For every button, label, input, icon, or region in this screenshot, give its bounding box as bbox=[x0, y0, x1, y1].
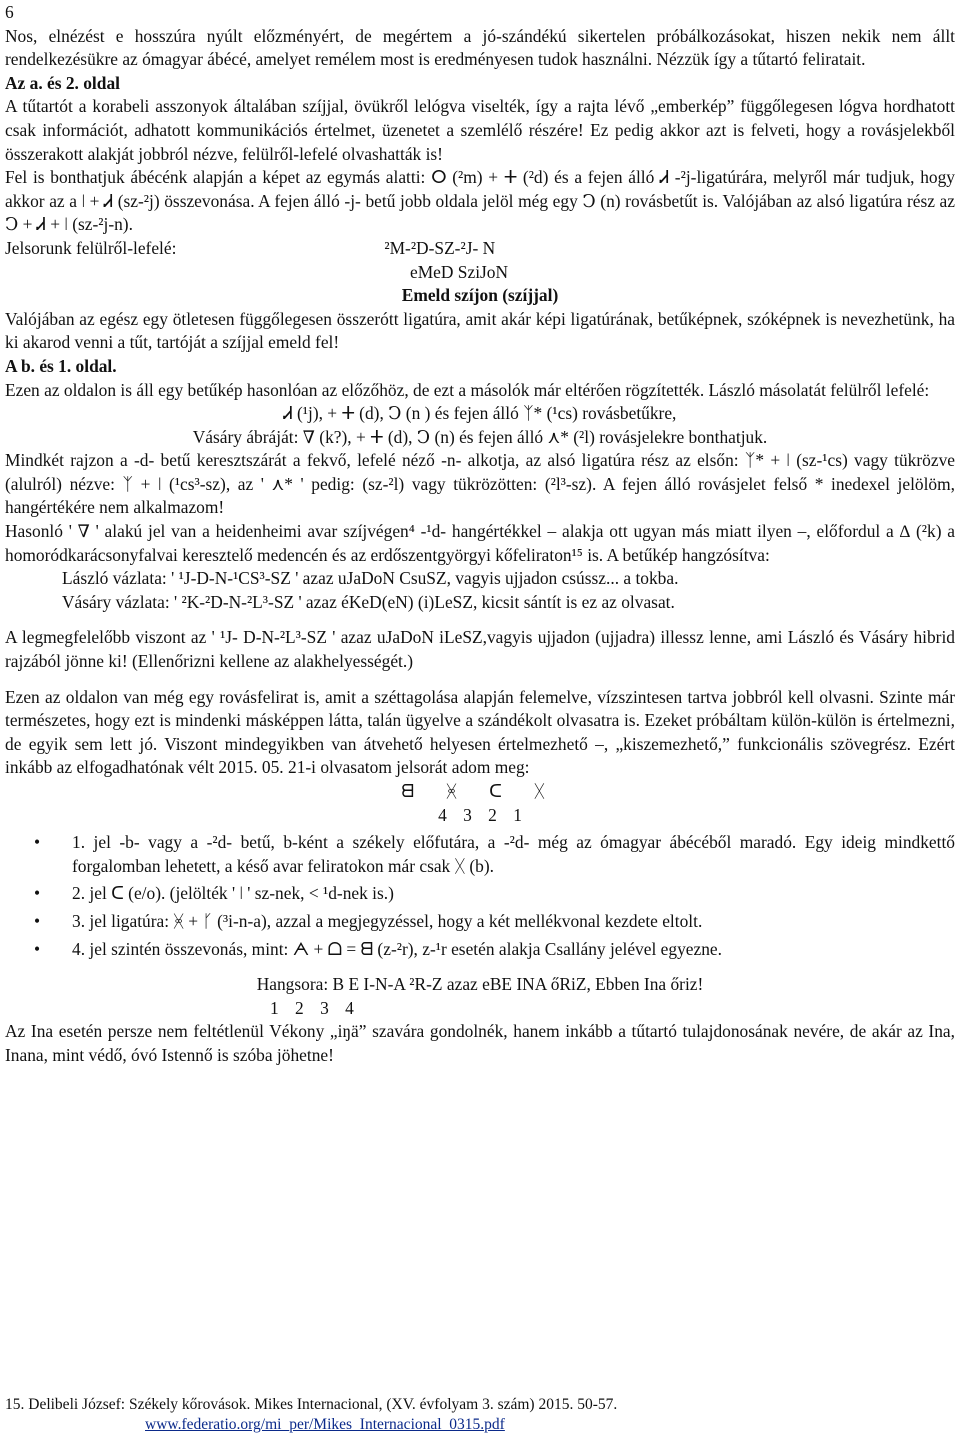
jelsor-value: ²M-²D-SZ-²J- N bbox=[384, 237, 496, 258]
heading-side-1 bbox=[5, 355, 955, 379]
paragraph-ina: Az Ina esetén persze nem feltétlenül Vékony „iŋä” szavára gondolnék, hanem inkább a tűtartó tulajdonosának nevére, de akár az Ina, Inana, mint védő, óvó Istennő is szóba jöhetne! bbox=[5, 1021, 955, 1065]
bullet-item-2: • 2. jel ᑕ (e/o). (jelölték ' ǀ ' sz-nek, < ¹d-nek is.) bbox=[5, 882, 955, 906]
footnote bbox=[5, 1395, 617, 1435]
paragraph-legmegfelelobb: A legmegfelelőbb viszont az ' ¹J- D-N-²L³-SZ ' azaz uJaDoN iLeSZ,vagyis ujjadon (ujjadra) illessz lenne, ami László és Vásáry hibrid rajzából jönne ki! (Ellenőrizni kellene az alakhelyességét.) bbox=[5, 627, 955, 672]
paragraph-hasonlo: Hasonló ' ∇ ' alakú jel van a heidenheimi avar szíjvégen⁴ -¹d- hangértékkel – alakja ott ugyan más miatt ilyen –, előfordul a ∆ (²k) a homoródkarácsonyfalvai keresztelő medencén és az erdőszentgyörgyi kőfeliraton¹⁵ is. A betűkép hangzósítva: bbox=[5, 521, 955, 565]
vasary-vazlat: Vásáry vázlata: ' ²K-²D-N-²L³-SZ ' azaz éKeD(eN) (i)LeSZ, kicsit sántít is ez az olvasat. bbox=[62, 591, 675, 612]
paragraph-mindket: Mindkét rajzon a -d- betű keresztszárát a fekvő, lefelé néző -n- alkotja, az alsó ligatúra rész az elsőn: ᛉ* + ǀ (sz-¹cs) vagy tükrözve (alulról) nézve: ᛉ + ǀ (¹cs³-sz), az ' ⋏* ' pedig: (sz-²l) vagy tükrözötten: (²l³-sz). A fejen álló rovásjelet felső * inedexel jelölöm, hangértékére nem alkalmazom! bbox=[5, 450, 955, 518]
page-number: 6 bbox=[5, 2, 14, 22]
vasary-line: Vásáry ábráját: ∇ (k?), + ⵜ (d), Ↄ (n) és fejen álló ⋏* (²l) rovásjelekre bonthatjuk. bbox=[192, 426, 768, 447]
paragraph-bonthatjuk: Fel is bonthatjuk ábécénk alapján a képet az egymás alatti: ⵔ (²m) + ⵜ (²d) és a fejen álló Ꮧ -²j-ligatúrára, melyről már tudjuk, hogy akkor az a ǀ + Ꮧ (sz-²j) összevonása. A fejen álló -j- betű jobb oldala jelöl még egy Ↄ (n) rovásbetűt is. Valójában az alsó ligatúra rész az Ↄ + Ꮧ + ǀ (sz-²j-n). bbox=[5, 167, 955, 235]
bullet-item-1: • 1. jel -b- vagy a -²d- betű, b-ként a székely előfutára, a -²d- még az ómagyar ábécéből maradó. Egy ideig mindkettő forgalomban lehetett, a késő avar feliratokon már csak ᚷ (b). bbox=[5, 831, 955, 878]
heading-side-2-text: Az a. és 2. oldal bbox=[5, 72, 120, 93]
hangsora-line: Hangsora: B E I-N-A ²R-Z azaz eBE INA őRiZ, Ebben Ina őriz! bbox=[256, 974, 704, 995]
jelsor-read-row: eMeD SziJoN bbox=[410, 261, 509, 282]
rune-sequence: ᗺ ᚸ ᑕ ᚷ bbox=[401, 781, 559, 801]
emeld-text: Emeld szíjon (szíjjal) bbox=[401, 285, 559, 306]
footnote-link[interactable]: www.federatio.org/mi_per/Mikes_Internacional_0315.pdf bbox=[145, 1416, 505, 1433]
hangsora-numbers: 1 2 3 4 bbox=[270, 997, 354, 1018]
paragraph-intro: Nos, elnézést e hosszúra nyúlt előzményért, de megértem a jó-szándékú sikertelen próbálkozásokat, hiszen nekik nem állt rendelkezésükre az ómagyar ábécé, amelyet remélem most is eredményesen tudok használni. Nézzük így a tűtartó feliratait. bbox=[5, 25, 955, 70]
footnote-text: 15. Delibeli József: Székely kőrovások. Mikes Internacional, (XV. évfolyam 3. szám) 2015. 50-57. bbox=[5, 1396, 618, 1413]
bullet-item-4: • 4. jel szintén összevonás, mint: ᗅ + ᗝ = ᗺ (z-²r), z-¹r esetén alakja Csallány jelével egyezne. bbox=[5, 938, 955, 962]
paragraph-ezen: Ezen az oldalon van még egy rovásfelirat is, amit a széttagolása alapján felemelve, vízszintesen tartva jobbról kell olvasni. Szinte már természetes, hogy ezt is mindenki másképpen látta, talán ügyelve a szándékolt olvasatra is. Ezeket próbáltam külön-külön is értelmezni, de egyik sem lett jó. Viszont mindegyikben van átvehető helyesen értelmezhető –, „kiszemezhető,” funkcionális szövegrész. Ezért inkább az elfogadhatónak vélt 2015. 05. 21-i olvasatom jelsorát adom meg: bbox=[5, 686, 955, 778]
jelsor-row bbox=[5, 237, 955, 261]
emeld-line bbox=[5, 284, 955, 308]
heading-side-2 bbox=[5, 72, 955, 96]
jelsor-label: Jelsorunk felülről-lefelé: bbox=[5, 237, 177, 258]
heading-side-1-text: A b. és 1. oldal. bbox=[5, 355, 117, 376]
paragraph-side-1: Ezen az oldalon is áll egy betűkép hasonlóan az előzőhöz, de ezt a másolók már eltérően rögzítették. László másolatát felülről lefelé: bbox=[5, 379, 930, 400]
laszlo-vazlat: László vázlata: ' ¹J-D-N-¹CS³-SZ ' azaz uJaDoN CsuSZ, vagyis ujjadon csússz... a tokba. bbox=[62, 568, 679, 589]
document-page bbox=[5, 0, 955, 1068]
rune-numbers: 4 3 2 1 bbox=[438, 804, 522, 825]
paragraph-side-2: A tűtartót a korabeli asszonyok általában szíjjal, övükről lelógva viselték, így a rajta lévő „emberkép” függőlegesen lógva hordhatott csak információt, adhatott kommunikációs értelmet, üzenetet a szemlélő részére! Ez pedig akkor azt is felveti, hogy a rovásjelekből összerakott alakját jobbról nézve, felülről-lefelé olvashatták is! bbox=[5, 96, 955, 164]
bullet-list bbox=[5, 831, 955, 961]
laszlo-line: Ꮧ (¹j), + ⵜ (d), Ↄ (n ) és fejen álló ᛉ* (¹cs) rovásbetűkre, bbox=[283, 403, 677, 424]
paragraph-valojaban: Valójában az egész egy ötletesen függőlegesen összerótt ligatúra, amit akár képi ligatúrának, betűképnek, szóképnek is nevezhetünk, ha ki akarod venni a tűt, tartóját a szíjjal emeld fel! bbox=[5, 308, 955, 353]
bullet-item-3: • 3. jel ligatúra: ᚸ + ᚴ (³i-n-a), azzal a megjegyzéssel, hogy a két mellékvonal kezdete eltolt. bbox=[5, 910, 955, 934]
